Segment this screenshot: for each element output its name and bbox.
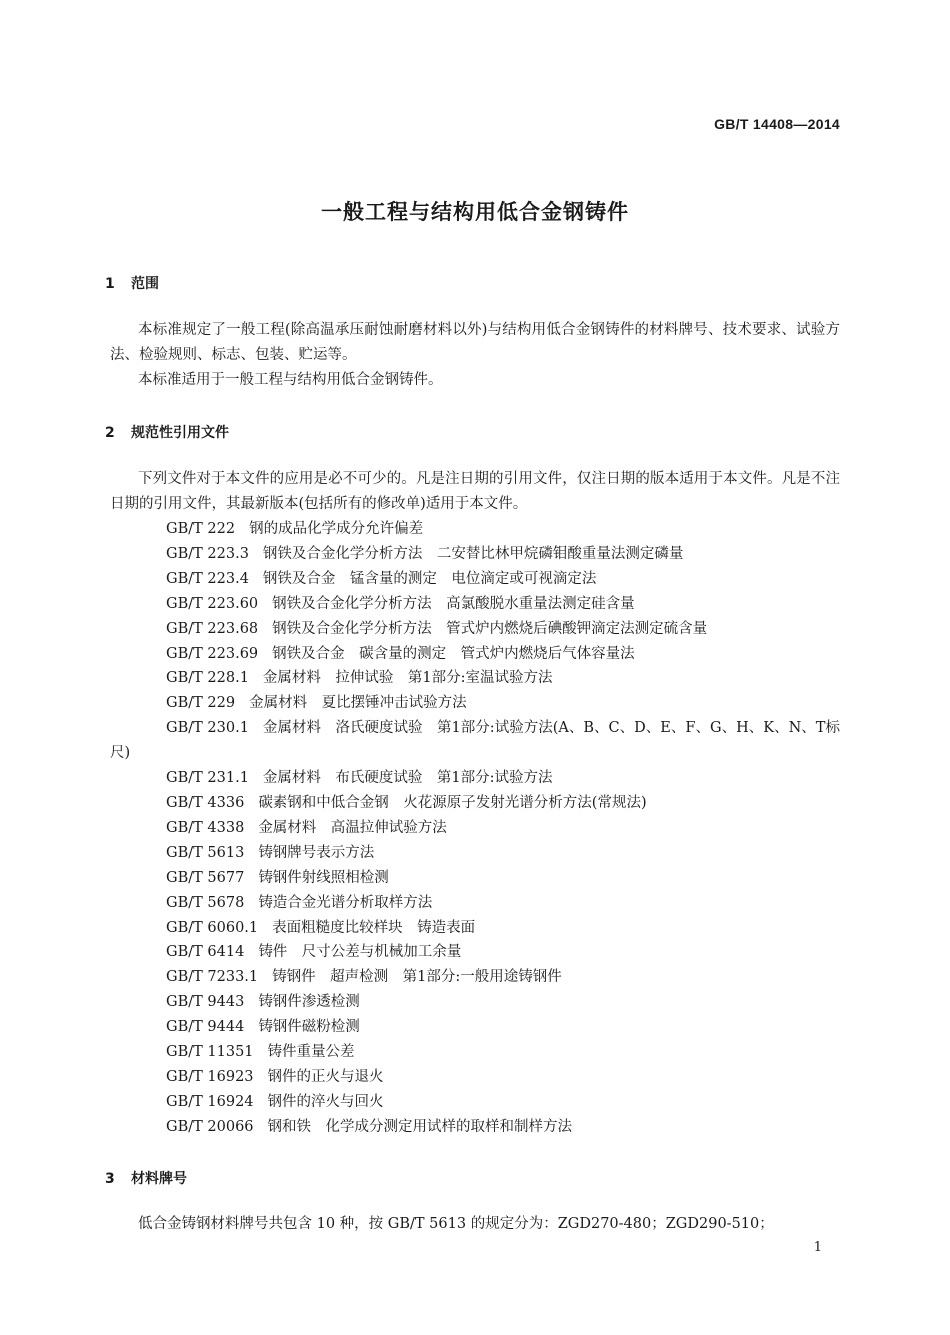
reference-code: GB/T 9444: [166, 1019, 245, 1036]
reference-code: GB/T 230.1: [166, 720, 249, 737]
reference-title: 钢铁及合金化学分析方法 管式炉内燃烧后碘酸钾滴定法测定硫含量: [272, 620, 708, 637]
reference-code: GB/T 229: [166, 695, 236, 712]
reference-code: GB/T 11351: [166, 1044, 254, 1061]
scope-paragraph-1: 本标准规定了一般工程(除高温承压耐蚀耐磨材料以外)与结构用低合金钢铸件的材料牌号、技术要求、试验方法、检验规则、标志、包装、贮运等。: [110, 322, 840, 363]
reference-code: GB/T 223.3: [166, 545, 249, 562]
reference-list: [110, 517, 840, 1140]
reference-title: 钢的成品化学成分允许偏差: [249, 521, 424, 537]
reference-item: [110, 592, 840, 617]
reference-code: GB/T 6414: [166, 944, 245, 961]
reference-item: [110, 841, 840, 866]
section-1-heading: [105, 273, 159, 293]
reference-title: 铸钢件渗透检测: [258, 994, 360, 1011]
reference-title: 钢铁及合金化学分析方法 二安替比林甲烷磷钼酸重量法测定磷量: [262, 545, 684, 562]
section-number: 3: [105, 1171, 115, 1187]
reference-title: 钢件的淬火与回火: [267, 1093, 384, 1110]
reference-item: [110, 866, 840, 891]
section-number: 1: [105, 276, 115, 292]
reference-code: GB/T 5678: [166, 894, 245, 911]
scope-paragraph-2: 本标准适用于一般工程与结构用低合金钢铸件。: [138, 372, 443, 388]
reference-code: GB/T 16923: [166, 1068, 254, 1085]
reference-item: [110, 617, 840, 642]
reference-title: 铸钢牌号表示方法: [258, 844, 375, 861]
references-intro: 下列文件对于本文件的应用是必不可少的。凡是注日期的引用文件，仅注日期的版本适用于本文件。凡是不注日期的引用文件，其最新版本(包括所有的修改单)适用于本文件。: [110, 471, 840, 512]
reference-code: GB/T 5677: [166, 869, 245, 886]
reference-code: GB/T 223.69: [166, 645, 259, 662]
reference-item: [110, 990, 840, 1015]
reference-item: [110, 1040, 840, 1065]
reference-title: 钢件的正火与退火: [267, 1068, 384, 1085]
reference-title: 金属材料 高温拉伸试验方法: [258, 819, 447, 836]
reference-item: [110, 567, 840, 592]
document-title: 一般工程与结构用低合金钢铸件: [321, 200, 629, 224]
reference-item: [110, 916, 840, 941]
reference-item: [110, 940, 840, 965]
reference-code: GB/T 223.68: [166, 620, 259, 637]
reference-item: [110, 1065, 840, 1090]
grades-paragraph: 低合金铸钢材料牌号共包含 10 种，按 GB/T 5613 的规定分为：ZGD270-480；ZGD290-510；: [138, 1216, 774, 1232]
reference-item: [110, 691, 840, 716]
section-title: 材料牌号: [131, 1171, 187, 1187]
reference-code: GB/T 6060.1: [166, 919, 259, 936]
reference-item: [110, 1015, 840, 1040]
reference-title: 铸钢件射线照相检测: [258, 869, 389, 886]
reference-item: [110, 965, 840, 990]
reference-title: 金属材料 洛氏硬度试验 第1部分:试验方法(A、B、C、D、E、F、G、H、K、N、T标尺): [110, 720, 840, 762]
reference-code: GB/T 7233.1: [166, 969, 259, 986]
section-number: 2: [105, 425, 115, 441]
reference-title: 铸钢件磁粉检测: [258, 1019, 360, 1036]
reference-title: 铸件重量公差: [267, 1044, 355, 1061]
reference-item: [110, 542, 840, 567]
reference-title: 铸造合金光谱分析取样方法: [258, 894, 433, 911]
reference-code: GB/T 4338: [166, 819, 245, 836]
section-title: 规范性引用文件: [131, 425, 229, 441]
reference-title: 钢铁及合金 碳含量的测定 管式炉内燃烧后气体容量法: [272, 645, 635, 662]
reference-item: [110, 891, 840, 916]
reference-code: GB/T 222: [166, 521, 236, 537]
reference-title: 钢和铁 化学成分测定用试样的取样和制样方法: [267, 1118, 573, 1135]
reference-item: [110, 1090, 840, 1115]
reference-title: 表面粗糙度比较样块 铸造表面: [272, 919, 476, 936]
reference-title: 金属材料 拉伸试验 第1部分:室温试验方法: [262, 670, 553, 687]
reference-title: 铸件 尺寸公差与机械加工余量: [258, 944, 462, 961]
reference-title: 钢铁及合金化学分析方法 高氯酸脱水重量法测定硅含量: [272, 595, 635, 612]
reference-code: GB/T 4336: [166, 794, 245, 811]
section-title: 范围: [131, 276, 159, 292]
reference-code: GB/T 5613: [166, 844, 245, 861]
reference-code: GB/T 20066: [166, 1118, 254, 1135]
reference-item: [110, 517, 840, 542]
reference-item: [110, 1115, 840, 1140]
reference-item: [110, 666, 840, 691]
page-number: 1: [813, 1240, 822, 1255]
section-2-heading: [105, 422, 229, 442]
reference-item: [110, 766, 840, 791]
reference-code: GB/T 223.60: [166, 595, 259, 612]
section-3-heading: [105, 1168, 187, 1188]
reference-item: [110, 791, 840, 816]
reference-code: GB/T 16924: [166, 1093, 254, 1110]
reference-title: 金属材料 夏比摆锤冲击试验方法: [249, 695, 467, 712]
reference-title: 铸钢件 超声检测 第1部分:一般用途铸钢件: [272, 969, 562, 986]
reference-title: 金属材料 布氏硬度试验 第1部分:试验方法: [262, 770, 553, 787]
reference-item: [110, 816, 840, 841]
reference-code: GB/T 223.4: [166, 570, 249, 587]
reference-item: [110, 716, 840, 766]
standard-code: GB/T 14408—2014: [714, 116, 840, 132]
reference-code: GB/T 231.1: [166, 770, 249, 787]
reference-item: [110, 642, 840, 667]
reference-code: GB/T 9443: [166, 994, 245, 1011]
reference-code: GB/T 228.1: [166, 670, 249, 687]
reference-title: 碳素钢和中低合金钢 火花源原子发射光谱分析方法(常规法): [258, 794, 647, 811]
reference-title: 钢铁及合金 锰含量的测定 电位滴定或可视滴定法: [262, 570, 597, 587]
